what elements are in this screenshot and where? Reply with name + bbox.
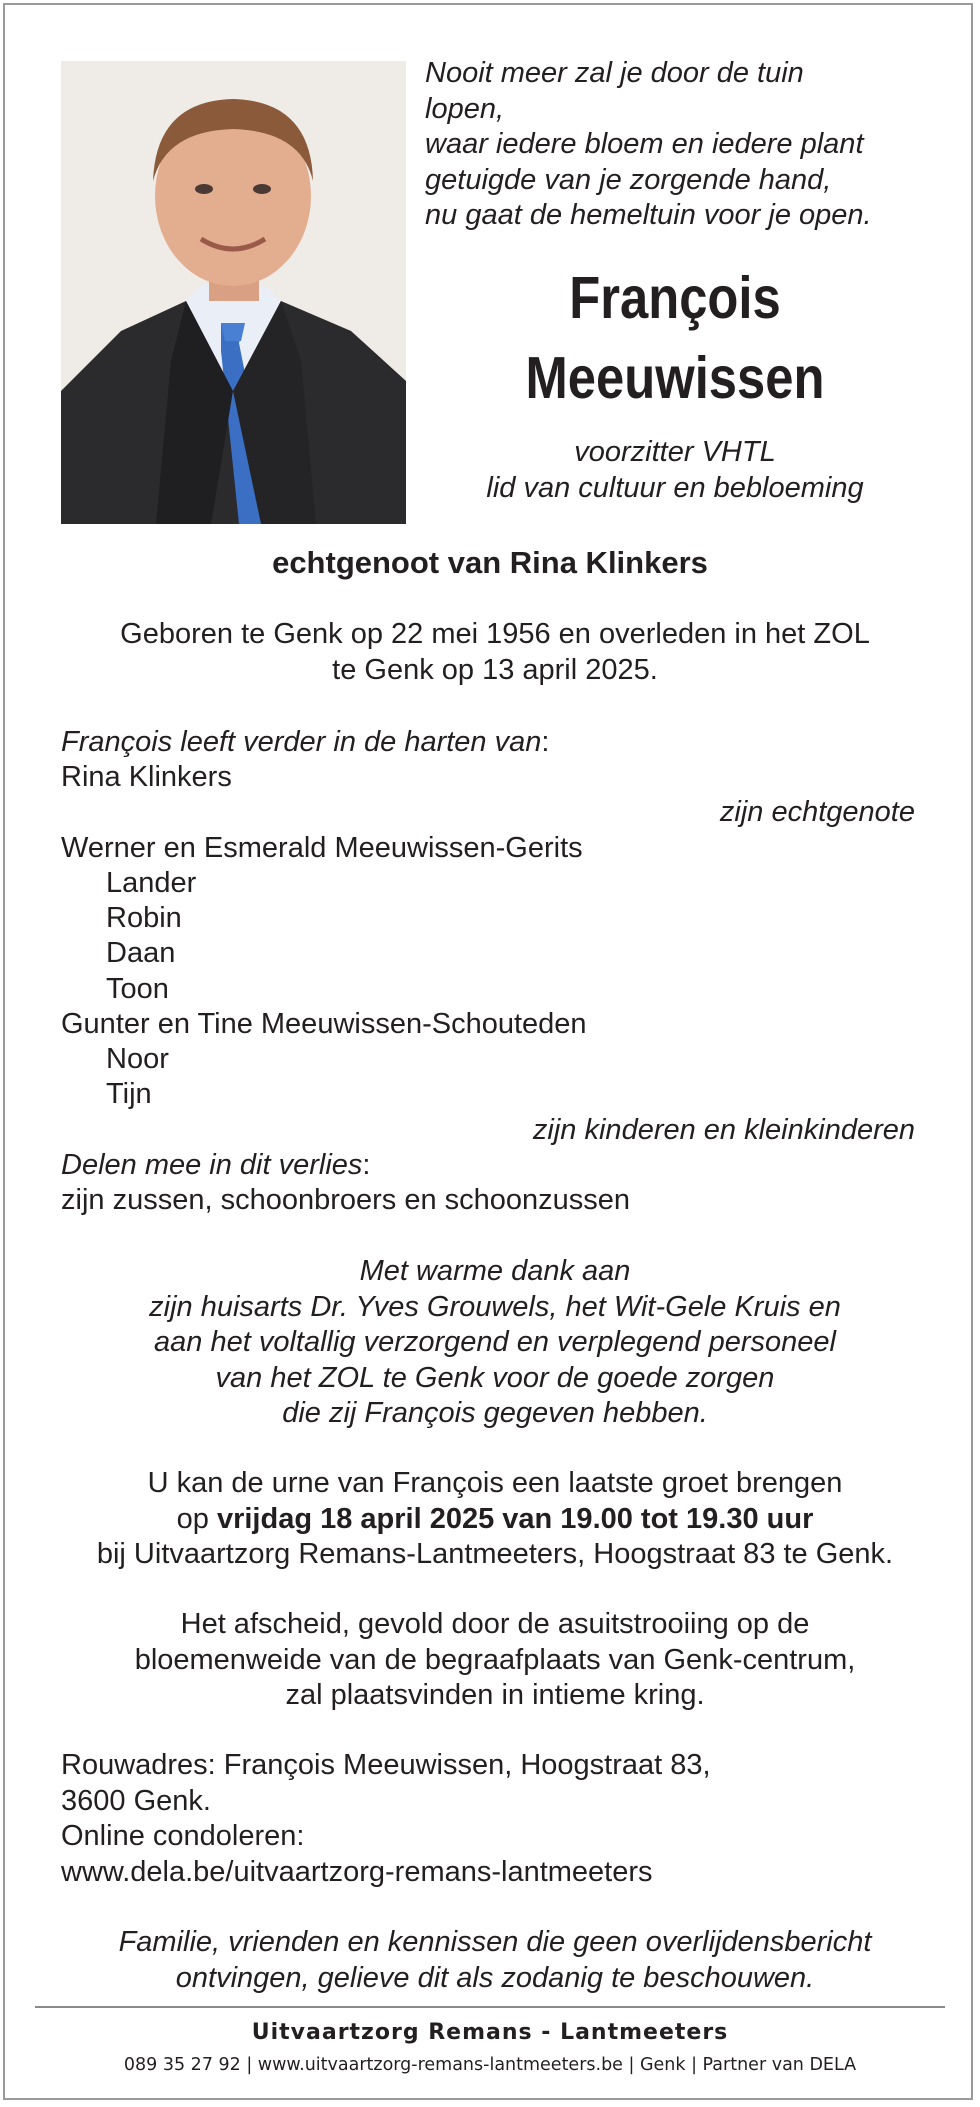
family-line: Werner en Esmerald Meeuwissen-Gerits <box>61 832 583 864</box>
address-block <box>61 1748 711 1890</box>
birth-death-line: te Genk op 13 april 2025. <box>332 653 658 686</box>
poem <box>425 56 935 234</box>
thanks-line: die zij François gegeven hebben. <box>282 1397 708 1429</box>
role-line: voorzitter VHTL <box>574 436 776 468</box>
loss-intro <box>61 1148 370 1184</box>
condolence-label: Online condoleren: <box>61 1820 305 1852</box>
farewell-datetime: vrijdag 18 april 2025 van 19.00 tot 19.30 uur <box>216 1502 814 1535</box>
portrait-photo <box>61 61 406 524</box>
children-relation: zijn kinderen en kleinkinderen <box>532 1114 915 1146</box>
spouse-relation: zijn echtgenote <box>719 796 915 828</box>
farewell-prefix: op <box>176 1502 217 1535</box>
notice-text <box>45 1925 945 1996</box>
spouse-name: Rina Klinkers <box>61 761 232 793</box>
portrait-illustration <box>61 61 406 524</box>
ceremony-line: zal plaatsvinden in intieme kring. <box>285 1679 705 1711</box>
deceased-name <box>477 258 873 418</box>
address-line: 3600 Genk. <box>61 1784 211 1817</box>
poem-line: nu gaat de hemeltuin voor je open. <box>425 199 872 231</box>
poem-line: lopen, <box>425 92 505 125</box>
thanks-line: aan het voltallig verzorgend en verplegend personeel <box>154 1326 836 1358</box>
loss-intro-colon: : <box>362 1149 371 1181</box>
birth-death-line: Geboren te Genk op 22 mei 1956 en overleden in het ZOL <box>120 618 870 650</box>
farewell-line: U kan de urne van François een laatste groet brengen <box>147 1467 843 1499</box>
thanks-line: Met warme dank aan <box>359 1255 631 1287</box>
farewell-line <box>45 1502 945 1538</box>
poem-line: getuigde van je zorgende hand, <box>425 163 832 196</box>
roles <box>425 435 925 506</box>
grandchild-name: Tijn <box>106 1078 152 1110</box>
grandchild-name: Lander <box>106 867 197 899</box>
spouse-line: echtgenoot van Rina Klinkers <box>272 545 708 580</box>
obituary-card <box>3 3 973 2100</box>
address-line: Rouwadres: François Meeuwissen, Hoogstraat 83, <box>61 1749 711 1781</box>
poem-line: waar iedere bloem en iedere plant <box>425 128 864 160</box>
loss-intro-text: Delen mee in dit verlies <box>61 1149 363 1181</box>
poem-line: Nooit meer zal je door de tuin <box>425 57 804 89</box>
ceremony-line: bloemenweide van de begraafplaats van Genk-centrum, <box>134 1643 856 1676</box>
footer-divider <box>35 2006 945 2008</box>
family-line: Gunter en Tine Meeuwissen-Schouteden <box>61 1008 587 1040</box>
thanks-line: zijn huisarts Dr. Yves Grouwels, het Wit-Gele Kruis en <box>149 1290 841 1323</box>
survivors-intro <box>61 725 549 761</box>
deceased-first-name: François <box>569 265 781 331</box>
farewell-line: bij Uitvaartzorg Remans-Lantmeeters, Hoogstraat 83 te Genk. <box>96 1538 894 1570</box>
deceased-last-name: Meeuwissen <box>525 345 825 411</box>
condolence-url: www.dela.be/uitvaartzorg-remans-lantmeeters <box>61 1855 653 1888</box>
role-line: lid van cultuur en bebloeming <box>486 471 864 504</box>
survivors-intro-colon: : <box>541 726 550 758</box>
notice-line: Familie, vrienden en kennissen die geen overlijdensbericht <box>118 1926 872 1958</box>
grandchild-name: Noor <box>106 1043 169 1075</box>
footer-company: Uitvaartzorg Remans - Lantmeeters <box>251 2020 729 2045</box>
notice-line: ontvingen, gelieve dit als zodanig te beschouwen. <box>175 1961 815 1994</box>
siblings-line: zijn zussen, schoonbroers en schoonzussen <box>61 1184 631 1216</box>
grandchild-name: Daan <box>106 937 176 969</box>
footer-contact-info: 089 35 27 92 | www.uitvaartzorg-remans-lantmeeters.be | Genk | Partner van DELA <box>123 2055 857 2075</box>
farewell-text <box>45 1466 945 1573</box>
thanks-line: van het ZOL te Genk voor de goede zorgen <box>215 1361 775 1394</box>
thanks-text <box>45 1254 945 1432</box>
grandchild-name: Toon <box>106 973 169 1005</box>
birth-death-text <box>45 617 945 688</box>
survivors-intro-text: François leeft verder in de harten van <box>61 726 542 758</box>
grandchild-name: Robin <box>106 902 182 934</box>
ceremony-line: Het afscheid, gevold door de asuitstrooiing op de <box>180 1608 810 1640</box>
ceremony-text <box>45 1607 945 1714</box>
